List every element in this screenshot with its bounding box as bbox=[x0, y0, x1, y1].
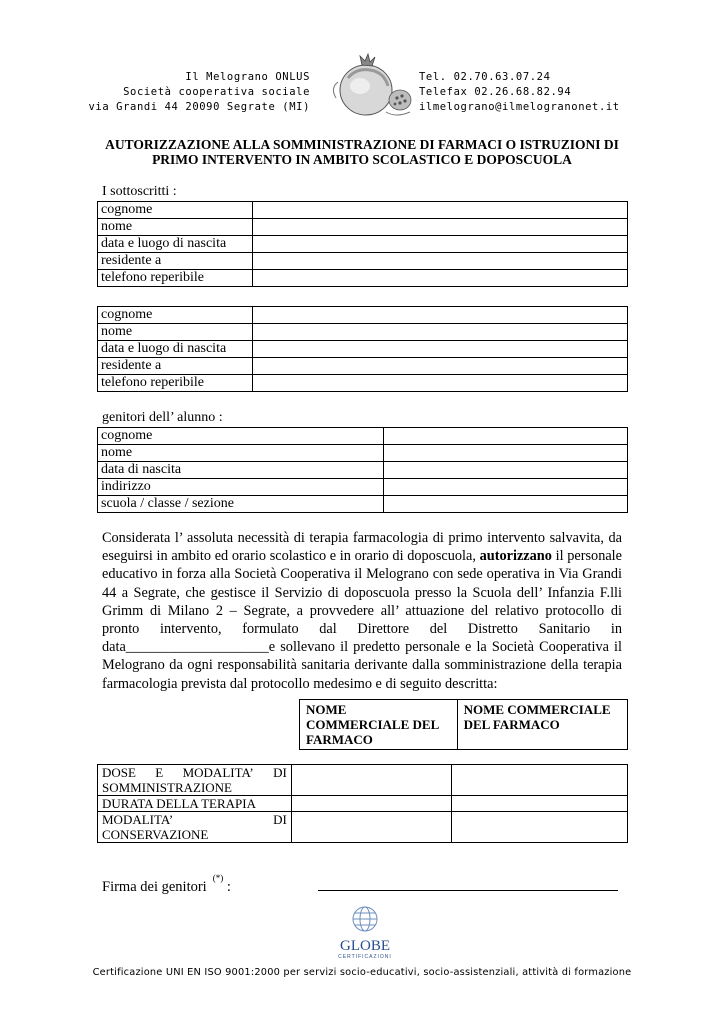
field-label: residente a bbox=[98, 358, 253, 375]
field-label: indirizzo bbox=[98, 479, 384, 496]
table-row bbox=[98, 765, 628, 796]
document-title bbox=[80, 137, 644, 167]
authorization-paragraph bbox=[102, 529, 622, 693]
duration-row-label: DURATA DELLA TERAPIA bbox=[98, 796, 292, 812]
parent1-birth-field[interactable] bbox=[252, 236, 627, 253]
table-row bbox=[98, 462, 628, 479]
org-tel: Tel. 02.70.63.07.24 bbox=[419, 71, 551, 83]
field-label: scuola / classe / sezione bbox=[98, 496, 384, 513]
parent1-surname-field[interactable] bbox=[252, 202, 627, 219]
dose-field-1[interactable] bbox=[291, 765, 452, 796]
pomegranate-logo bbox=[326, 48, 416, 120]
duration-field-2[interactable] bbox=[452, 796, 628, 812]
globe-logo-sub: CERTIFICAZIONI bbox=[338, 954, 392, 960]
parent2-phone-field[interactable] bbox=[252, 375, 627, 392]
student-name-field[interactable] bbox=[383, 445, 627, 462]
field-label: telefono reperibile bbox=[98, 270, 253, 287]
org-name: Il Melograno ONLUS bbox=[185, 71, 310, 83]
table-row bbox=[98, 375, 628, 392]
student-address-field[interactable] bbox=[383, 479, 627, 496]
field-label: residente a bbox=[98, 253, 253, 270]
undersigned-label: I sottoscritti : bbox=[102, 184, 177, 199]
field-label: cognome bbox=[98, 202, 253, 219]
parent1-table bbox=[97, 201, 628, 287]
globe-certification-logo bbox=[330, 903, 400, 961]
parent2-birth-field[interactable] bbox=[252, 341, 627, 358]
field-label: nome bbox=[98, 324, 253, 341]
title-line-1: AUTORIZZAZIONE ALLA SOMMINISTRAZIONE DI FARMACI O ISTRUZIONI DI bbox=[105, 137, 619, 152]
table-row bbox=[98, 496, 628, 513]
paragraph-text-1: Considerata l’ assoluta necessità di terapia farmacologia di primo intervento salvavita, da eseguirsi in ambito ed orario scolastico e in orario di doposcuola, bbox=[102, 530, 622, 565]
table-row bbox=[98, 324, 628, 341]
table-row bbox=[98, 253, 628, 270]
field-label: telefono reperibile bbox=[98, 375, 253, 392]
parent1-phone-field[interactable] bbox=[252, 270, 627, 287]
student-table bbox=[97, 427, 628, 513]
field-label: data e luogo di nascita bbox=[98, 236, 253, 253]
org-type: Società cooperativa sociale bbox=[123, 86, 310, 98]
table-row bbox=[98, 428, 628, 445]
table-row bbox=[98, 445, 628, 462]
field-label: cognome bbox=[98, 307, 253, 324]
parent2-name-field[interactable] bbox=[252, 324, 627, 341]
org-fax: Telefax 02.26.68.82.94 bbox=[419, 86, 572, 98]
table-row bbox=[98, 796, 628, 812]
globe-logo-name: GLOBE bbox=[340, 938, 390, 954]
title-line-2: PRIMO INTERVENTO IN AMBITO SCOLASTICO E DOPOSCUOLA bbox=[152, 152, 572, 167]
field-label: nome bbox=[98, 445, 384, 462]
signature-line[interactable] bbox=[318, 890, 618, 891]
field-label: nome bbox=[98, 219, 253, 236]
table-row bbox=[98, 479, 628, 496]
storage-field-2[interactable] bbox=[452, 812, 628, 843]
dose-row-label: DOSE E MODALITA’ DI SOMMINISTRAZIONE bbox=[98, 765, 292, 796]
storage-field-1[interactable] bbox=[291, 812, 452, 843]
student-school-field[interactable] bbox=[383, 496, 627, 513]
paragraph-bold: autorizzano bbox=[479, 548, 552, 565]
dose-field-2[interactable] bbox=[452, 765, 628, 796]
parent1-residence-field[interactable] bbox=[252, 253, 627, 270]
table-row bbox=[300, 700, 628, 750]
drug-name-table bbox=[299, 699, 628, 750]
student-label: genitori dell’ alunno : bbox=[102, 410, 223, 425]
storage-row-label: MODALITA’ DI CONSERVAZIONE bbox=[98, 812, 292, 843]
table-row bbox=[98, 236, 628, 253]
parent2-surname-field[interactable] bbox=[252, 307, 627, 324]
parent2-table bbox=[97, 306, 628, 392]
duration-field-1[interactable] bbox=[291, 796, 452, 812]
table-row bbox=[98, 219, 628, 236]
table-row bbox=[98, 270, 628, 287]
student-birthdate-field[interactable] bbox=[383, 462, 627, 479]
table-row bbox=[98, 341, 628, 358]
field-label: data di nascita bbox=[98, 462, 384, 479]
parent1-name-field[interactable] bbox=[252, 219, 627, 236]
dose-table bbox=[97, 764, 628, 843]
table-row bbox=[98, 307, 628, 324]
student-surname-field[interactable] bbox=[383, 428, 627, 445]
signature-note: (*) bbox=[212, 873, 224, 883]
org-email: ilmelograno@ilmelogranonet.it bbox=[419, 101, 620, 113]
signature-label: Firma dei genitori(*) : bbox=[102, 873, 231, 895]
table-row bbox=[98, 358, 628, 375]
parent2-residence-field[interactable] bbox=[252, 358, 627, 375]
table-row bbox=[98, 202, 628, 219]
footer-certification: Certificazione UNI EN ISO 9001:2000 per servizi socio-educativi, socio-assistenziali, attività di formazione bbox=[92, 967, 632, 978]
org-info-left bbox=[89, 70, 311, 115]
field-label: data e luogo di nascita bbox=[98, 341, 253, 358]
drug-name-header-1: NOME COMMERCIALE DEL FARMACO bbox=[300, 700, 458, 750]
paragraph-text-2: il personale educativo in forza alla Società Cooperativa il Melograno con sede operativa in Via Grandi 44 a Segrate, che gestisce il Servizio di doposcuola presso la Scuola dell’ Infanzia F.lli Grimm di Milano 2 – Segrate, a provvedere all’ attuazione del relativo protocollo di pronto intervento, formulato dal Direttore del Distretto Sanitario in data____________________e sollevano il predetto personale e la Società Cooperativa il Melograno da ogni responsabilità sanitaria derivante dalla somministrazione della terapia farmacologia prevista dal protocollo medesimo e di seguito descritta: bbox=[102, 548, 623, 692]
table-row bbox=[98, 812, 628, 843]
drug-name-header-2: NOME COMMERCIALE DEL FARMACO bbox=[457, 700, 627, 750]
org-address: via Grandi 44 20090 Segrate (MI) bbox=[88, 101, 310, 113]
field-label: cognome bbox=[98, 428, 384, 445]
org-info-right bbox=[419, 70, 620, 115]
